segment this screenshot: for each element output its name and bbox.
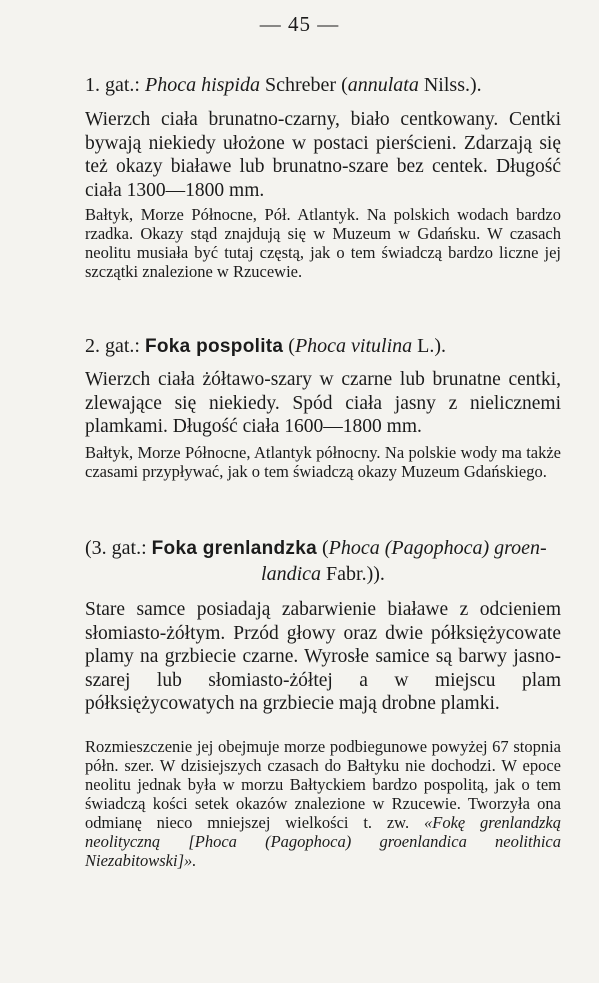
species-1-author: Schreber ( [260,74,348,96]
species-3-neolithic-form: «Fokę grenlandzką neolityczną [Phoca (Pagophoca) groenlandica neolithica Niezabitowski]». [85,813,561,870]
species-1-synonym-author: Nilss.). [418,74,482,96]
species-3-author: Fabr.)). [321,563,385,585]
species-2-common-name: Foka pospolita [145,336,284,357]
species-3-latin-name-end: landica [261,563,322,585]
species-3-prefix: (3. gat.: [85,537,152,559]
species-2-open-paren: ( [283,335,295,357]
species-3-heading [85,536,561,561]
species-2-heading [85,334,561,359]
species-3-distribution [85,737,561,870]
species-3-latin-name: Phoca (Pagophoca) groen- [328,537,547,559]
species-3-description: Stare samce posiadają zabarwienie białawe z odcieniem słomiasto-żółtym. Przód głowy oraz dwie półksiężycowate plamy na grzbiecie czarne. Wyrosłe samice są barwy jasno-szarej lub słomiasto-żółtej a w miejscu plam półksiężycowatych na grzbiecie mają drobne plamki. [85,599,561,714]
species-2-prefix: 2. gat.: [85,335,145,357]
species-1-synonym: annulata [347,74,419,96]
species-2-description: Wierzch ciała żółtawo-szary w czarne lub brunatne centki, zlewające się niekiedy. Spód ciała jasny z nielicznemi plamkami. Długość ciała 1600—1800 mm. [85,369,561,437]
species-1-prefix: 1. gat.: [85,74,145,96]
species-2-author: L.). [412,335,447,357]
species-2-distribution: Bałtyk, Morze Północne, Atlantyk północny. Na polskie wody ma także czasami przypływać, jak o tem świadczą okazy Muzeum Gdańskiego. [85,443,561,481]
page-number: — 45 — [259,12,340,36]
species-2-latin-name: Phoca vitulina [294,335,413,357]
species-1-latin-name: Phoca hispida [145,74,260,96]
species-1-distribution: Bałtyk, Morze Północne, Pół. Atlantyk. Na polskich wodach bardzo rzadka. Okazy stąd znajdują się w Muzeum w Gdańsku. W czasach neolitu musiała być tutaj częstą, jak o tem świadczą bardzo liczne jej szczątki znalezione w Rzucewie. [85,205,561,281]
species-1-description: Wierzch ciała brunatno-czarny, biało centkowany. Centki bywają niekiedy ułożone w postaci pierścieni. Zdarzają się też okazy białawe lub brunatno-szare bez centek. Długość ciała 1300—1800 mm. [85,109,561,201]
species-3-heading-continued [85,562,561,586]
species-3-open-paren: ( [316,537,329,559]
species-1-heading [85,73,561,97]
species-3-common-name: Foka grenlandzka [151,538,317,559]
species-3-distribution-text: Rozmieszczenie jej obejmuje morze podbiegunowe powyżej 67 stopnia półn. szer. W dzisiejszych czasach do Bałtyku nie dochodzi. W epoce neolitu jednak była w morzu Bałtyckiem bardzo pospolitą, jak o tem świadczą kości setek okazów znalezione w Rzucewie. Tworzyła ona odmianę nieco mniejszej wielkości t. zw. [85,737,561,832]
